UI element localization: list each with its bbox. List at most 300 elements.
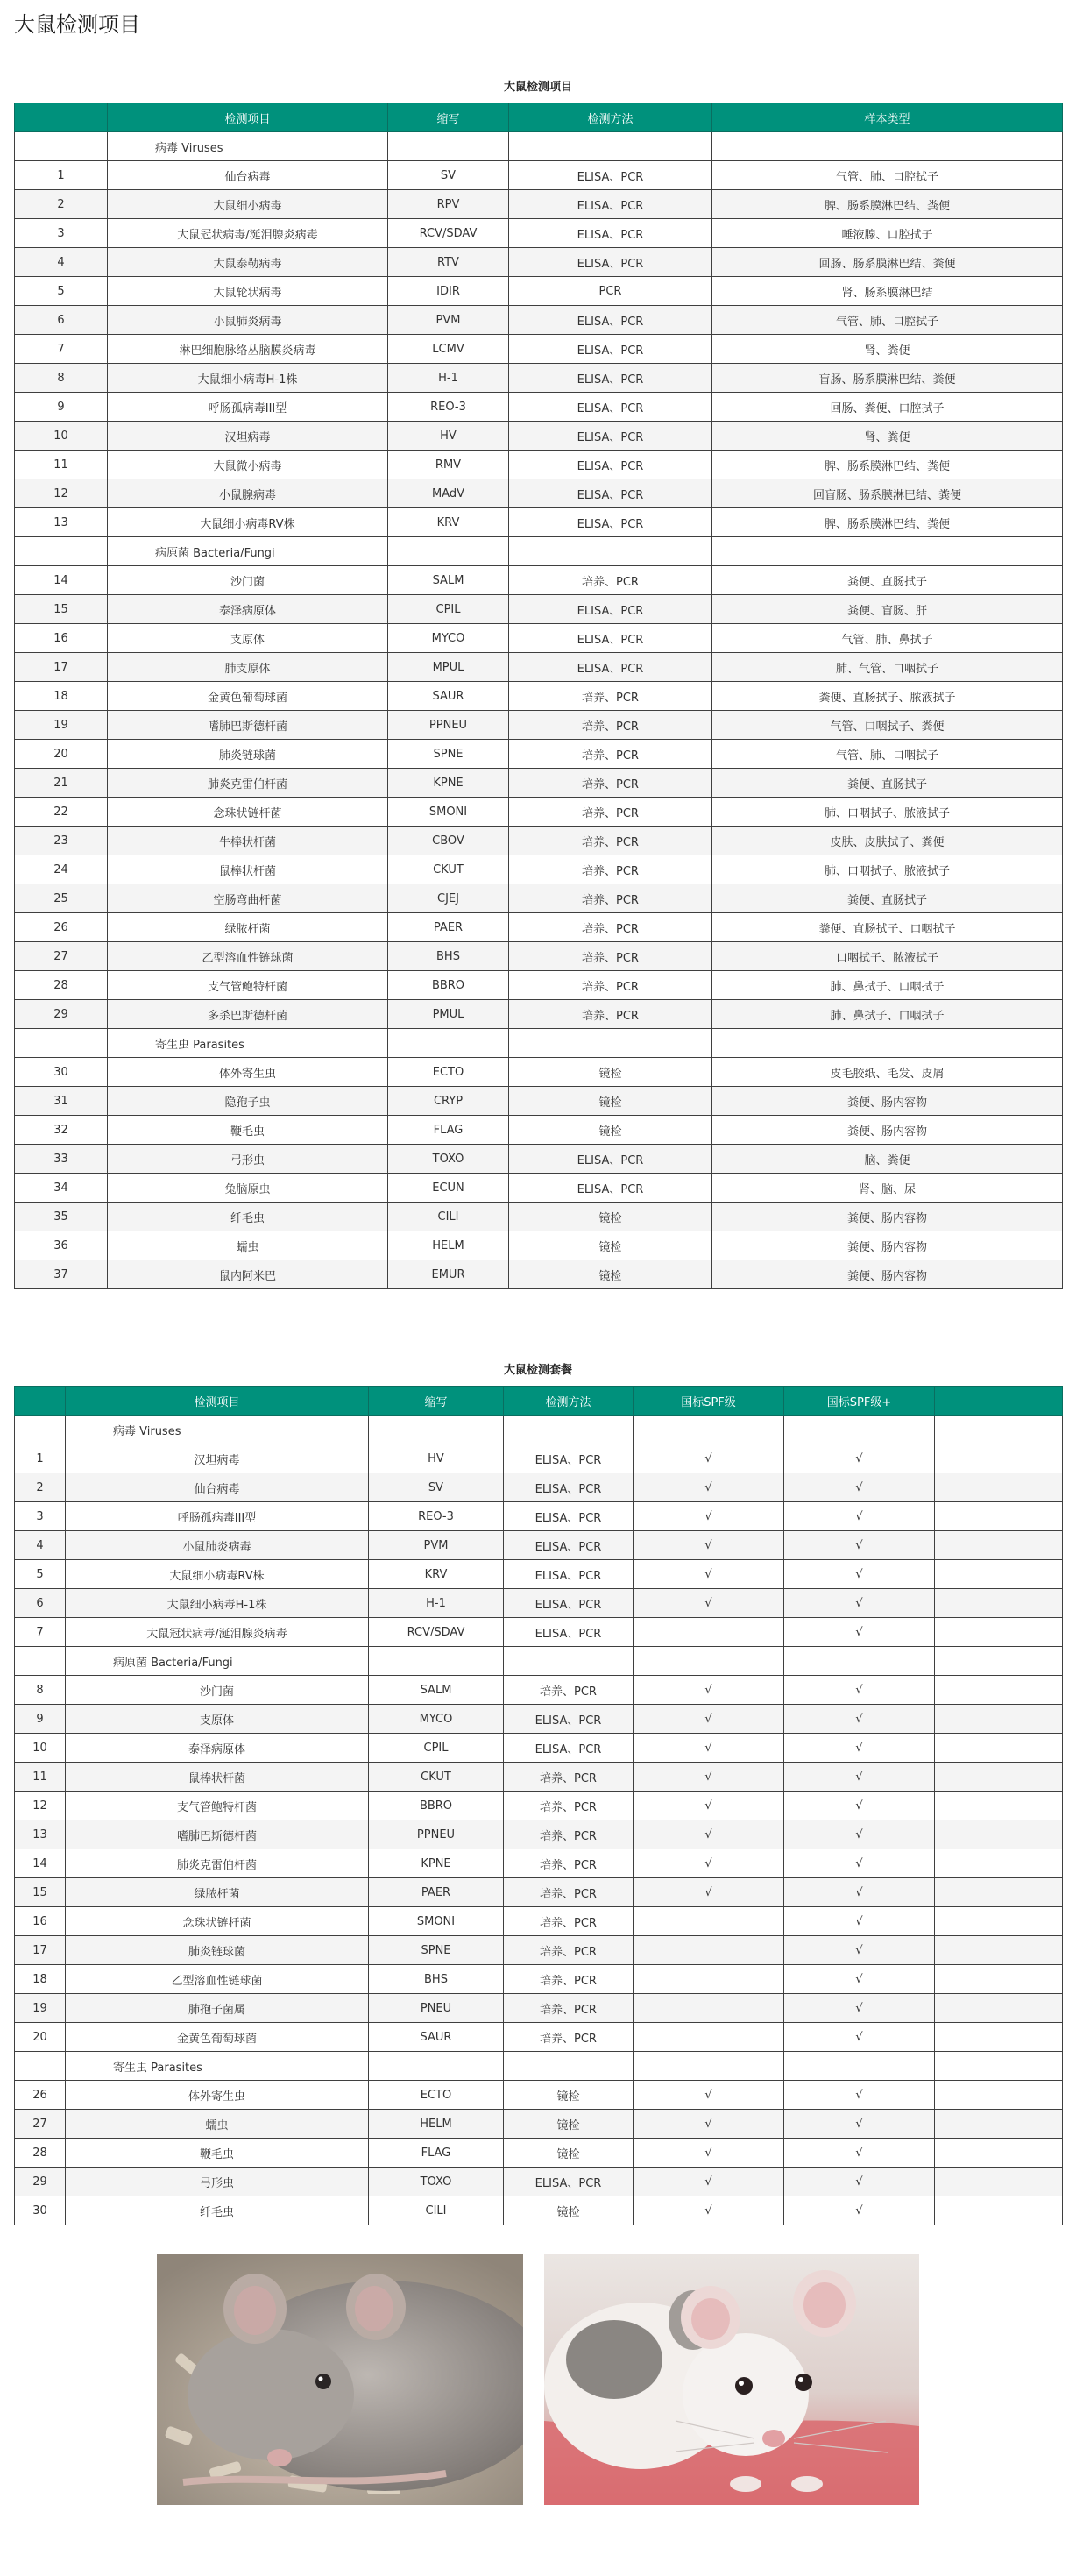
test-item-name: 体外寄生虫 <box>66 2081 369 2110</box>
spf-check <box>634 2023 784 2052</box>
test-item-name: 金黄色葡萄球菌 <box>108 682 388 711</box>
test-item-name: 支气管鲍特杆菌 <box>108 971 388 1000</box>
test-method: ELISA、PCR <box>504 1531 634 1560</box>
row-number: 21 <box>15 769 108 798</box>
test-method: ELISA、PCR <box>504 1444 634 1473</box>
hooded-rat-photo <box>544 2254 919 2505</box>
empty-cell <box>935 1878 1063 1907</box>
row-number: 22 <box>15 798 108 827</box>
category-label: 病原菌 Bacteria/Fungi <box>108 537 388 566</box>
empty-cell <box>935 1618 1063 1647</box>
category-spacer-cell <box>15 2052 66 2081</box>
row-number: 1 <box>15 161 108 190</box>
table-row <box>15 1907 1063 1936</box>
abbreviation: SAUR <box>369 2023 504 2052</box>
table-row <box>15 1444 1063 1473</box>
abbreviation: CILI <box>369 2196 504 2225</box>
row-number: 6 <box>15 1589 66 1618</box>
abbreviation: TOXO <box>388 1145 509 1174</box>
test-item-name: 肺炎克雷伯杆菌 <box>66 1849 369 1878</box>
sample-type: 粪便、直肠拭子 <box>712 884 1063 913</box>
sample-type: 粪便、肠内容物 <box>712 1203 1063 1231</box>
table2-caption: 大鼠检测套餐 <box>503 1364 572 1377</box>
row-number: 8 <box>15 1676 66 1705</box>
abbreviation: BHS <box>369 1965 504 1994</box>
test-item-name: 大鼠冠状病毒/涎泪腺炎病毒 <box>66 1618 369 1647</box>
category-empty-cell <box>509 132 712 161</box>
abbreviation: SV <box>369 1473 504 1502</box>
table-row <box>15 1878 1063 1907</box>
spf-plus-check: √ <box>784 1676 935 1705</box>
test-method: ELISA、PCR <box>509 595 712 624</box>
category-label: 寄生虫 Parasites <box>66 2052 369 2081</box>
empty-cell <box>935 1589 1063 1618</box>
abbreviation: HELM <box>388 1231 509 1260</box>
grey-rat-photo <box>157 2254 523 2505</box>
test-method: 培养、PCR <box>504 1878 634 1907</box>
abbreviation: RCV/SDAV <box>369 1618 504 1647</box>
category-row <box>15 132 1063 161</box>
row-number: 14 <box>15 1849 66 1878</box>
test-item-name: 体外寄生虫 <box>108 1058 388 1087</box>
row-number: 18 <box>15 682 108 711</box>
row-number: 18 <box>15 1965 66 1994</box>
test-method: ELISA、PCR <box>509 479 712 508</box>
row-number: 3 <box>15 219 108 248</box>
test-item-name: 鼠内阿米巴 <box>108 1260 388 1289</box>
table2-header-row <box>15 1387 1063 1416</box>
spf-check: √ <box>634 1849 784 1878</box>
abbreviation: ECTO <box>369 2081 504 2110</box>
test-item-name: 泰泽病原体 <box>108 595 388 624</box>
category-empty-cell <box>784 2052 935 2081</box>
spf-check: √ <box>634 2081 784 2110</box>
spf-plus-check: √ <box>784 2168 935 2196</box>
row-number: 25 <box>15 884 108 913</box>
rat-test-package-table <box>14 1386 1063 2225</box>
table-row <box>15 364 1063 393</box>
row-number: 9 <box>15 1705 66 1734</box>
test-method: 培养、PCR <box>509 855 712 884</box>
row-number: 28 <box>15 2139 66 2168</box>
sample-type: 肺、鼻拭子、口咽拭子 <box>712 1000 1063 1029</box>
category-empty-cell <box>712 1029 1063 1058</box>
category-empty-cell <box>634 1647 784 1676</box>
test-method: 镜检 <box>504 2139 634 2168</box>
test-method: 培养、PCR <box>509 942 712 971</box>
spf-check: √ <box>634 1502 784 1531</box>
sample-type: 肺、鼻拭子、口咽拭子 <box>712 971 1063 1000</box>
test-method: ELISA、PCR <box>509 190 712 219</box>
row-number: 16 <box>15 1907 66 1936</box>
spf-plus-check: √ <box>784 1734 935 1763</box>
abbreviation: MPUL <box>388 653 509 682</box>
spf-plus-check: √ <box>784 1878 935 1907</box>
table-row <box>15 595 1063 624</box>
test-method: ELISA、PCR <box>509 451 712 479</box>
test-item-name: 淋巴细胞脉络丛脑膜炎病毒 <box>108 335 388 364</box>
spf-plus-check: √ <box>784 1473 935 1502</box>
row-number: 9 <box>15 393 108 422</box>
spf-plus-check: √ <box>784 1965 935 1994</box>
row-number: 29 <box>15 1000 108 1029</box>
row-number: 1 <box>15 1444 66 1473</box>
row-number: 31 <box>15 1087 108 1116</box>
empty-cell <box>935 1734 1063 1763</box>
spf-plus-check: √ <box>784 1705 935 1734</box>
table2-header-item: 检测项目 <box>66 1387 369 1416</box>
table-row <box>15 479 1063 508</box>
abbreviation: MAdV <box>388 479 509 508</box>
spf-plus-check: √ <box>784 1560 935 1589</box>
table-row <box>15 1849 1063 1878</box>
spf-check: √ <box>634 1705 784 1734</box>
sample-type: 肾、粪便 <box>712 335 1063 364</box>
abbreviation: PMUL <box>388 1000 509 1029</box>
test-method: 培养、PCR <box>504 1676 634 1705</box>
abbreviation: FLAG <box>369 2139 504 2168</box>
table1-caption: 大鼠检测项目 <box>503 81 572 94</box>
spf-plus-check: √ <box>784 1444 935 1473</box>
category-label: 寄生虫 Parasites <box>108 1029 388 1058</box>
test-method: ELISA、PCR <box>504 1560 634 1589</box>
table-row <box>15 335 1063 364</box>
sample-type: 粪便、直肠拭子、口咽拭子 <box>712 913 1063 942</box>
test-method: 培养、PCR <box>504 1820 634 1849</box>
table-row <box>15 2139 1063 2168</box>
table-row <box>15 827 1063 855</box>
sample-type: 粪便、盲肠、肝 <box>712 595 1063 624</box>
empty-cell <box>935 1502 1063 1531</box>
abbreviation: SPNE <box>388 740 509 769</box>
test-item-name: 弓形虫 <box>108 1145 388 1174</box>
test-method: ELISA、PCR <box>509 248 712 277</box>
sample-type: 粪便、肠内容物 <box>712 1116 1063 1145</box>
table-row <box>15 1116 1063 1145</box>
test-method: ELISA、PCR <box>509 335 712 364</box>
abbreviation: PNEU <box>369 1994 504 2023</box>
abbreviation: CILI <box>388 1203 509 1231</box>
spf-plus-check: √ <box>784 1792 935 1820</box>
rat-test-items-table <box>14 103 1063 1289</box>
test-item-name: 鼠棒状杆菌 <box>66 1763 369 1792</box>
test-method: ELISA、PCR <box>504 1618 634 1647</box>
row-number: 13 <box>15 1820 66 1849</box>
row-number: 4 <box>15 1531 66 1560</box>
test-item-name: 大鼠微小病毒 <box>108 451 388 479</box>
abbreviation: CPIL <box>388 595 509 624</box>
table-row <box>15 1087 1063 1116</box>
table1-header-index <box>15 103 108 132</box>
test-item-name: 大鼠细小病毒H-1株 <box>66 1589 369 1618</box>
abbreviation: CKUT <box>369 1763 504 1792</box>
test-method: ELISA、PCR <box>509 364 712 393</box>
test-item-name: 绿脓杆菌 <box>66 1878 369 1907</box>
row-number: 20 <box>15 740 108 769</box>
test-item-name: 肺支原体 <box>108 653 388 682</box>
category-empty-cell <box>504 1416 634 1444</box>
test-item-name: 牛棒状杆菌 <box>108 827 388 855</box>
sample-type: 脾、肠系膜淋巴结、粪便 <box>712 190 1063 219</box>
category-label: 病毒 Viruses <box>108 132 388 161</box>
abbreviation: BHS <box>388 942 509 971</box>
category-empty-cell <box>634 2052 784 2081</box>
table-row <box>15 798 1063 827</box>
spf-plus-check: √ <box>784 1849 935 1878</box>
row-number: 6 <box>15 306 108 335</box>
test-method: 培养、PCR <box>509 740 712 769</box>
test-item-name: 嗜肺巴斯德杆菌 <box>66 1820 369 1849</box>
row-number: 8 <box>15 364 108 393</box>
test-item-name: 小鼠腺病毒 <box>108 479 388 508</box>
test-method: ELISA、PCR <box>504 1473 634 1502</box>
row-number: 2 <box>15 190 108 219</box>
table2-header-spf-plus: 国标SPF级+ <box>784 1387 935 1416</box>
spf-check <box>634 1618 784 1647</box>
abbreviation: SMONI <box>369 1907 504 1936</box>
table-row <box>15 1560 1063 1589</box>
sample-type: 气管、肺、鼻拭子 <box>712 624 1063 653</box>
category-row <box>15 537 1063 566</box>
row-number: 14 <box>15 566 108 595</box>
test-method: ELISA、PCR <box>504 1705 634 1734</box>
row-number: 26 <box>15 913 108 942</box>
table-row <box>15 1676 1063 1705</box>
category-empty-cell <box>712 537 1063 566</box>
row-number: 26 <box>15 2081 66 2110</box>
table-row <box>15 1820 1063 1849</box>
table2-header-method: 检测方法 <box>504 1387 634 1416</box>
spf-plus-check: √ <box>784 1589 935 1618</box>
category-empty-cell <box>712 132 1063 161</box>
sample-type: 粪便、直肠拭子 <box>712 769 1063 798</box>
category-empty-cell <box>388 1029 509 1058</box>
row-number: 17 <box>15 653 108 682</box>
sample-type: 肾、肠系膜淋巴结 <box>712 277 1063 306</box>
table-row <box>15 2110 1063 2139</box>
spf-plus-check: √ <box>784 1907 935 1936</box>
empty-cell <box>935 1820 1063 1849</box>
test-item-name: 呼肠孤病毒III型 <box>108 393 388 422</box>
category-row <box>15 2052 1063 2081</box>
table2-header-extra <box>935 1387 1063 1416</box>
test-item-name: 鞭毛虫 <box>108 1116 388 1145</box>
empty-cell <box>935 1560 1063 1589</box>
test-item-name: 大鼠冠状病毒/涎泪腺炎病毒 <box>108 219 388 248</box>
table1-header-sample: 样本类型 <box>712 103 1063 132</box>
test-item-name: 多杀巴斯德杆菌 <box>108 1000 388 1029</box>
row-number: 23 <box>15 827 108 855</box>
sample-type: 气管、口咽拭子、粪便 <box>712 711 1063 740</box>
abbreviation: H-1 <box>369 1589 504 1618</box>
sample-type: 粪便、肠内容物 <box>712 1087 1063 1116</box>
row-number: 20 <box>15 2023 66 2052</box>
abbreviation: HELM <box>369 2110 504 2139</box>
row-number: 11 <box>15 451 108 479</box>
test-method: 培养、PCR <box>504 1936 634 1965</box>
table-row <box>15 1792 1063 1820</box>
abbreviation: KRV <box>388 508 509 537</box>
sample-type: 回肠、粪便、口腔拭子 <box>712 393 1063 422</box>
category-empty-cell <box>504 2052 634 2081</box>
row-number: 10 <box>15 422 108 451</box>
test-item-name: 泰泽病原体 <box>66 1734 369 1763</box>
sample-type: 肺、气管、口咽拭子 <box>712 653 1063 682</box>
test-item-name: 金黄色葡萄球菌 <box>66 2023 369 2052</box>
empty-cell <box>935 2168 1063 2196</box>
sample-type: 肺、口咽拭子、脓液拭子 <box>712 798 1063 827</box>
category-empty-cell <box>369 1416 504 1444</box>
spf-check: √ <box>634 2110 784 2139</box>
test-item-name: 大鼠轮状病毒 <box>108 277 388 306</box>
category-empty-cell <box>504 1647 634 1676</box>
empty-cell <box>935 2110 1063 2139</box>
abbreviation: KPNE <box>369 1849 504 1878</box>
test-item-name: 鞭毛虫 <box>66 2139 369 2168</box>
test-item-name: 支气管鲍特杆菌 <box>66 1792 369 1820</box>
empty-cell <box>935 1792 1063 1820</box>
test-item-name: 呼肠孤病毒III型 <box>66 1502 369 1531</box>
sample-type: 回肠、肠系膜淋巴结、粪便 <box>712 248 1063 277</box>
table-row <box>15 1705 1063 1734</box>
test-item-name: 隐孢子虫 <box>108 1087 388 1116</box>
abbreviation: SV <box>388 161 509 190</box>
table1-header-abbr: 缩写 <box>388 103 509 132</box>
table-row <box>15 1231 1063 1260</box>
spf-plus-check: √ <box>784 2023 935 2052</box>
test-item-name: 仙台病毒 <box>66 1473 369 1502</box>
abbreviation: CRYP <box>388 1087 509 1116</box>
test-item-name: 蠕虫 <box>108 1231 388 1260</box>
category-spacer-cell <box>15 132 108 161</box>
test-method: ELISA、PCR <box>509 653 712 682</box>
abbreviation: REO-3 <box>369 1502 504 1531</box>
spf-check <box>634 1994 784 2023</box>
table-row <box>15 1473 1063 1502</box>
table-row <box>15 711 1063 740</box>
spf-plus-check: √ <box>784 1936 935 1965</box>
category-spacer-cell <box>15 1416 66 1444</box>
test-method: 培养、PCR <box>504 1792 634 1820</box>
abbreviation: KRV <box>369 1560 504 1589</box>
abbreviation: RPV <box>388 190 509 219</box>
row-number: 5 <box>15 277 108 306</box>
category-empty-cell <box>388 132 509 161</box>
test-item-name: 大鼠细小病毒RV株 <box>108 508 388 537</box>
spf-plus-check: √ <box>784 1820 935 1849</box>
table-row <box>15 1763 1063 1792</box>
spf-check <box>634 1936 784 1965</box>
test-item-name: 小鼠肺炎病毒 <box>108 306 388 335</box>
test-item-name: 大鼠细小病毒RV株 <box>66 1560 369 1589</box>
test-item-name: 肺炎链球菌 <box>108 740 388 769</box>
table-row <box>15 422 1063 451</box>
abbreviation: FLAG <box>388 1116 509 1145</box>
spf-check: √ <box>634 1820 784 1849</box>
abbreviation: SPNE <box>369 1936 504 1965</box>
category-empty-cell <box>935 1416 1063 1444</box>
table-row <box>15 2196 1063 2225</box>
table-row <box>15 913 1063 942</box>
category-empty-cell <box>784 1647 935 1676</box>
sample-type: 气管、肺、口咽拭子 <box>712 740 1063 769</box>
test-method: 培养、PCR <box>509 1000 712 1029</box>
empty-cell <box>935 1444 1063 1473</box>
test-item-name: 肺炎链球菌 <box>66 1936 369 1965</box>
test-item-name: 大鼠泰勒病毒 <box>108 248 388 277</box>
row-number: 16 <box>15 624 108 653</box>
empty-cell <box>935 1907 1063 1936</box>
spf-check: √ <box>634 1676 784 1705</box>
category-empty-cell <box>634 1416 784 1444</box>
test-item-name: 仙台病毒 <box>108 161 388 190</box>
row-number: 32 <box>15 1116 108 1145</box>
category-spacer-cell <box>15 1647 66 1676</box>
table-row <box>15 1058 1063 1087</box>
test-item-name: 支原体 <box>108 624 388 653</box>
sample-type: 口咽拭子、脓液拭子 <box>712 942 1063 971</box>
spf-plus-check: √ <box>784 2110 935 2139</box>
empty-cell <box>935 1849 1063 1878</box>
row-number: 17 <box>15 1936 66 1965</box>
spf-check: √ <box>634 1763 784 1792</box>
test-method: 培养、PCR <box>509 682 712 711</box>
category-empty-cell <box>935 2052 1063 2081</box>
table-row <box>15 1618 1063 1647</box>
photo-strip <box>0 2254 1076 2505</box>
table-row <box>15 1531 1063 1560</box>
abbreviation: SALM <box>388 566 509 595</box>
test-method: 培养、PCR <box>509 884 712 913</box>
test-method: 镜检 <box>504 2196 634 2225</box>
empty-cell <box>935 1676 1063 1705</box>
category-empty-cell <box>509 1029 712 1058</box>
abbreviation: SALM <box>369 1676 504 1705</box>
test-method: ELISA、PCR <box>509 1145 712 1174</box>
category-label: 病原菌 Bacteria/Fungi <box>66 1647 369 1676</box>
row-number: 4 <box>15 248 108 277</box>
test-item-name: 纤毛虫 <box>66 2196 369 2225</box>
empty-cell <box>935 2023 1063 2052</box>
test-item-name: 支原体 <box>66 1705 369 1734</box>
table-row <box>15 682 1063 711</box>
test-item-name: 大鼠细小病毒H-1株 <box>108 364 388 393</box>
test-item-name: 乙型溶血性链球菌 <box>108 942 388 971</box>
spf-check: √ <box>634 1444 784 1473</box>
table2-header-spf: 国标SPF级 <box>634 1387 784 1416</box>
table-row <box>15 1965 1063 1994</box>
category-empty-cell <box>369 1647 504 1676</box>
row-number: 3 <box>15 1502 66 1531</box>
empty-cell <box>935 1473 1063 1502</box>
table2-header-index <box>15 1387 66 1416</box>
sample-type: 脾、肠系膜淋巴结、粪便 <box>712 508 1063 537</box>
page-title: 大鼠检测项目 <box>14 12 140 37</box>
spf-check <box>634 1907 784 1936</box>
test-item-name: 沙门菌 <box>108 566 388 595</box>
row-number: 35 <box>15 1203 108 1231</box>
empty-cell <box>935 2196 1063 2225</box>
abbreviation: ECUN <box>388 1174 509 1203</box>
table-row <box>15 393 1063 422</box>
table-row <box>15 277 1063 306</box>
abbreviation: MYCO <box>388 624 509 653</box>
abbreviation: CBOV <box>388 827 509 855</box>
empty-cell <box>935 1763 1063 1792</box>
table-row <box>15 1994 1063 2023</box>
table-row <box>15 653 1063 682</box>
table-row <box>15 769 1063 798</box>
